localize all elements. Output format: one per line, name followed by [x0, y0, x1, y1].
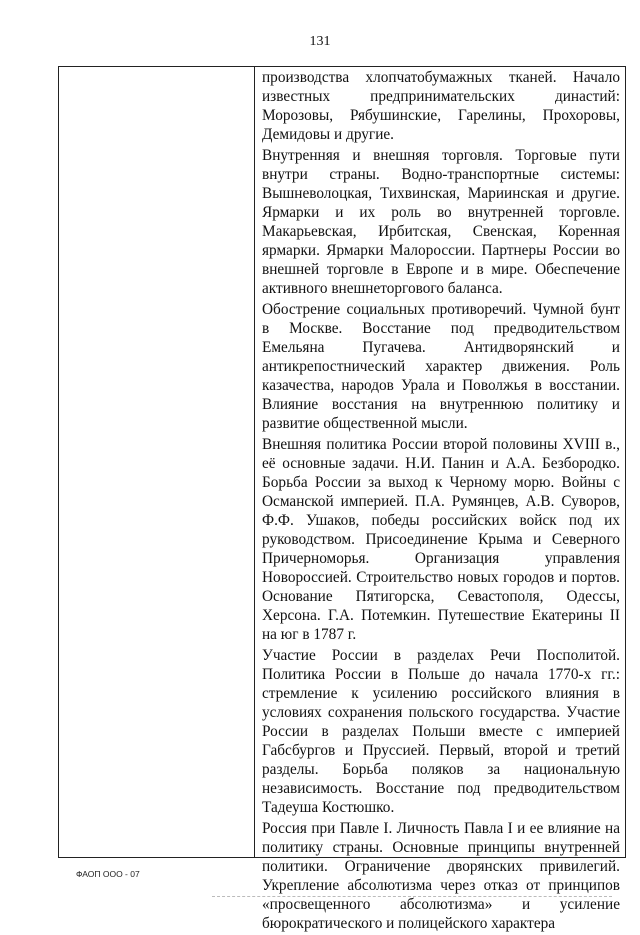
- paragraph: Россия при Павле I. Личность Павла I и ее влияние на политику страны. Основные принципы внутренней политики. Ограничение дворянских привилегий. Укрепление абсолютизма через отказ от принципов «просвещенного абсолютизма» и усиление бюрократического и полицейского характера: [262, 820, 620, 932]
- content-cell: [262, 68, 620, 935]
- column-divider: [254, 67, 255, 857]
- scan-artifact-line: [212, 896, 612, 897]
- paragraph: производства хлопчатобумажных тканей. Начало известных предпринимательских династий: Морозовы, Рябушинские, Гарелины, Прохоровы, Демидовы и другие.: [262, 69, 620, 143]
- paragraph: Обострение социальных противоречий. Чумной бунт в Москве. Восстание под предводительством Емельяна Пугачева. Антидворянский и антикрепостнический характер движения. Роль казачества, народов Урала и Поволжья в восстании. Влияние восстания на внутреннюю политику и развитие общественной мысли.: [262, 301, 620, 432]
- page-number: 131: [309, 34, 331, 49]
- paragraph: Участие России в разделах Речи Посполитой. Политика России в Польше до начала 1770-х гг.: стремление к усилению российского влияния в условиях сохранения польского государства. Участие России в разделах Польши вместе с империей Габсбургов и Пруссией. Первый, второй и третий разделы. Борьба поляков за национальную независимость. Восстание под предводительством Тадеуша Костюшко.: [262, 647, 620, 816]
- footer-document-code: ФАОП ООО - 07: [76, 869, 140, 879]
- paragraph: Внутренняя и внешняя торговля. Торговые пути внутри страны. Водно-транспортные системы: Вышневолоцкая, Тихвинская, Мариинская и другие. Ярмарки и их роль во внутренней торговле. Макарьевская, Ирбитская, Свенская, Коренная ярмарки. Ярмарки Малороссии. Партнеры России во внешней торговле в Европе и в мире. Обеспечение активного внешнеторгового баланса.: [262, 147, 620, 297]
- paragraph: Внешняя политика России второй половины XVIII в., её основные задачи. Н.И. Панин и А.А. Безбородко. Борьба России за выход к Черному морю. Войны с Османской империей. П.А. Румянцев, А.В. Суворов, Ф.Ф. Ушаков, победы российских войск под их руководством. Присоединение Крыма и Северного Причерноморья. Организация управления Новороссией. Строительство новых городов и портов. Основание Пятигорска, Севастополя, Одессы, Херсона. Г.А. Потемкин. Путешествие Екатерины II на юг в 1787 г.: [262, 436, 620, 643]
